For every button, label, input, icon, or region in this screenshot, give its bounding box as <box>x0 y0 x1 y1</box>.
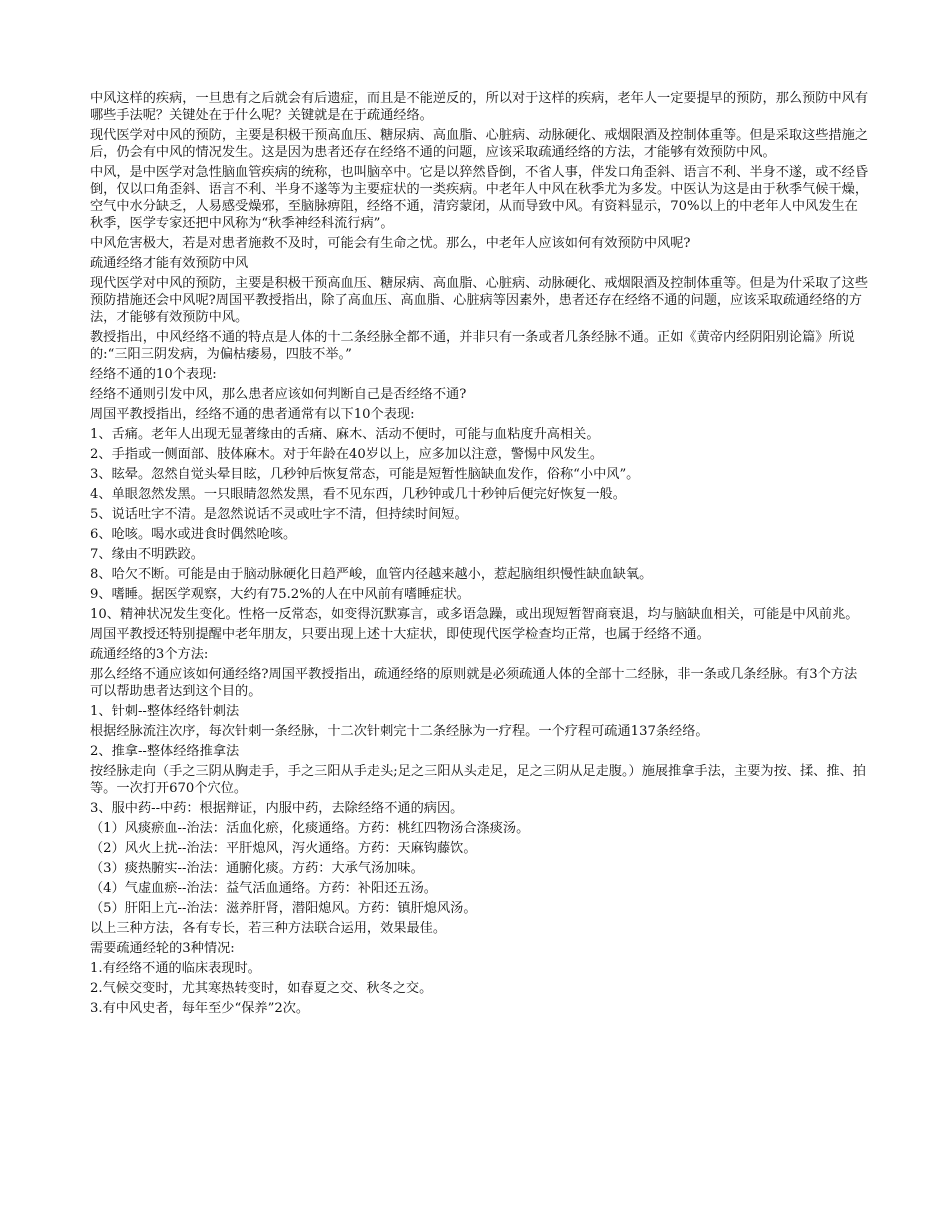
paragraph-methods-intro: 那么经络不通应该如何通经络?周国平教授指出，疏通经络的原则就是必须疏通人体的全部十二经脉，非一条或几条经脉。有3个方法可以帮助患者达到这个目的。 <box>90 667 858 699</box>
list-item-sign-5: 5、说话吐字不清。是忽然说话不灵或吐字不清，但持续时间短。 <box>90 507 468 522</box>
paragraph-judge-question: 经络不通则引发中风，那么患者应该如何判断自己是否经络不通? <box>90 387 467 402</box>
paragraph-modern-prevention-2: 现代医学对中风的预防，主要是积极干预高血压、糖尿病、高血脂、心脏病、动脉硬化、戒烟限酒及控制体重等。但是为什采取了这些预防措施还会中风呢?周国平教授指出，除了高血压、高血脂、心脏病等因素外，患者还存在经络不通的问题，应该采取疏通经络的方法，才能够有效预防中风。 <box>90 276 869 325</box>
method-heading-medicine: 3、服中药--中药：根据辩证，内服中药，去除经络不通的病因。 <box>90 801 464 816</box>
paragraph-massage: 按经脉走向（手之三阴从胸走手，手之三阳从手走头;足之三阳从头走足，足之三阴从足走腹。）施展推拿手法，主要为按、揉、推、拍等。一次打开670个穴位。 <box>90 764 866 796</box>
list-item-situation-3: 3.有中风史者，每年至少“保养”2次。 <box>90 1001 310 1016</box>
paragraph-intro: 中风这样的疾病，一旦患有之后就会有后遗症，而且是不能逆反的，所以对于这样的疾病，老年人一定要提早的预防，那么预防中风有哪些手法呢？关键处在于什么呢？关键就是在于疏通经络。 <box>90 91 869 123</box>
list-item-sign-2: 2、手指或一侧面部、肢体麻木。对于年龄在40岁以上，应多加以注意，警惕中风发生。 <box>90 447 604 462</box>
section-heading-meridians: 疏通经络才能有效预防中风 <box>90 256 249 271</box>
method-heading-massage: 2、推拿--整体经络推拿法 <box>90 744 240 759</box>
list-item-situation-1: 1.有经络不通的临床表现时。 <box>90 961 261 976</box>
paragraph-ten-signs-intro: 周国平教授指出，经络不通的患者通常有以下10个表现: <box>90 407 415 422</box>
paragraph-acupuncture: 根据经脉流注次序，每次针刺一条经脉，十二次针刺完十二条经脉为一疗程。一个疗程可疏通137条经络。 <box>90 724 709 739</box>
paragraph-modern-prevention: 现代医学对中风的预防，主要是积极干预高血压、糖尿病、高血脂、心脏病、动脉硬化、戒烟限酒及控制体重等。但是采取这些措施之后，仍会有中风的情况发生。这是因为患者还存在经络不通的问题，应该采取疏通经络的方法，才能够有效预防中风。 <box>90 128 869 160</box>
list-item-sign-9: 9、嗜睡。据医学观察，大约有75.2%的人在中风前有嗜睡症状。 <box>90 587 470 602</box>
list-item-sign-4: 4、单眼忽然发黑。一只眼睛忽然发黑，看不见东西，几秒钟或几十秒钟后便完好恢复一般。 <box>90 487 626 502</box>
document-body <box>90 90 870 1017</box>
list-item-medicine-5: （5）肝阳上亢--治法：滋养肝肾，潜阳熄风。方药：镇肝熄风汤。 <box>90 901 477 916</box>
list-item-medicine-3: （3）痰热腑实--治法：通腑化痰。方药：大承气汤加味。 <box>90 861 424 876</box>
section-heading-three-methods: 疏通经络的3个方法: <box>90 647 209 662</box>
list-item-sign-6: 6、呛咳。喝水或进食时偶然呛咳。 <box>90 527 297 542</box>
paragraph-methods-summary: 以上三种方法，各有专长，若三种方法联合运用，效果最佳。 <box>90 921 447 936</box>
paragraph-professor-note: 教授指出，中风经络不通的特点是人体的十二条经脉全都不通，并非只有一条或者几条经脉不通。正如《黄帝内经阴阳别论篇》所说的:“三阳三阴发病，为偏枯痿易，四肢不举。” <box>90 330 855 362</box>
list-item-sign-8: 8、哈欠不断。可能是由于脑动脉硬化日趋严峻，血管内径越来越小，惹起脑组织慢性缺血缺氧。 <box>90 567 653 582</box>
section-heading-three-situations: 需要疏通经轮的3种情况: <box>90 941 235 956</box>
paragraph-stroke-definition: 中风，是中医学对急性脑血管疾病的统称，也叫脑卒中。它是以猝然昏倒，不省人事，伴发口角歪斜、语言不利、半身不遂，或不经昏倒，仅以口角歪斜、语言不利、半身不遂等为主要症状的一类疾病。中老年人中风在秋季尤为多发。中医认为这是由于秋季气候干燥，空气中水分缺乏，人易感受燥邪，至脑脉痹阻，经络不通，清窍蒙闭，从而导致中风。有资料显示，70%以上的中老年人中风发生在秋季，医学专家还把中风称为“秋季神经科流行病”。 <box>90 165 869 231</box>
method-heading-acupuncture: 1、针刺--整体经络针刺法 <box>90 704 240 719</box>
list-item-medicine-4: （4）气虚血瘀--治法：益气活血通络。方药：补阳还五汤。 <box>90 881 437 896</box>
paragraph-reminder: 周国平教授还特别提醒中老年朋友，只要出现上述十大症状，即使现代医学检查均正常，也属于经络不通。 <box>90 627 710 642</box>
list-item-sign-3: 3、眩晕。忽然自觉头晕目眩，几秒钟后恢复常态，可能是短暂性脑缺血发作，俗称“小中风”。 <box>90 467 640 482</box>
paragraph-stroke-danger: 中风危害极大，若是对患者施救不及时，可能会有生命之忧。那么，中老年人应该如何有效预防中风呢? <box>90 236 691 251</box>
list-item-sign-7: 7、缘由不明跌跤。 <box>90 547 204 562</box>
list-item-medicine-1: （1）风痰瘀血--治法：活血化瘀，化痰通络。方药：桃红四物汤合涤痰汤。 <box>90 821 530 836</box>
section-heading-ten-signs: 经络不通的10个表现: <box>90 367 217 382</box>
list-item-situation-2: 2.气候交变时，尤其寒热转变时，如春夏之交、秋冬之交。 <box>90 981 433 996</box>
list-item-sign-10: 10、精神状况发生变化。性格一反常态，如变得沉默寡言，或多语急躁，或出现短暂智商衰退，均与脑缺血相关，可能是中风前兆。 <box>90 607 859 622</box>
list-item-medicine-2: （2）风火上扰--治法：平肝熄风，泻火通络。方药：天麻钩藤饮。 <box>90 841 477 856</box>
list-item-sign-1: 1、舌痛。老年人出现无显著缘由的舌痛、麻木、活动不便时，可能与血粘度升高相关。 <box>90 427 600 442</box>
